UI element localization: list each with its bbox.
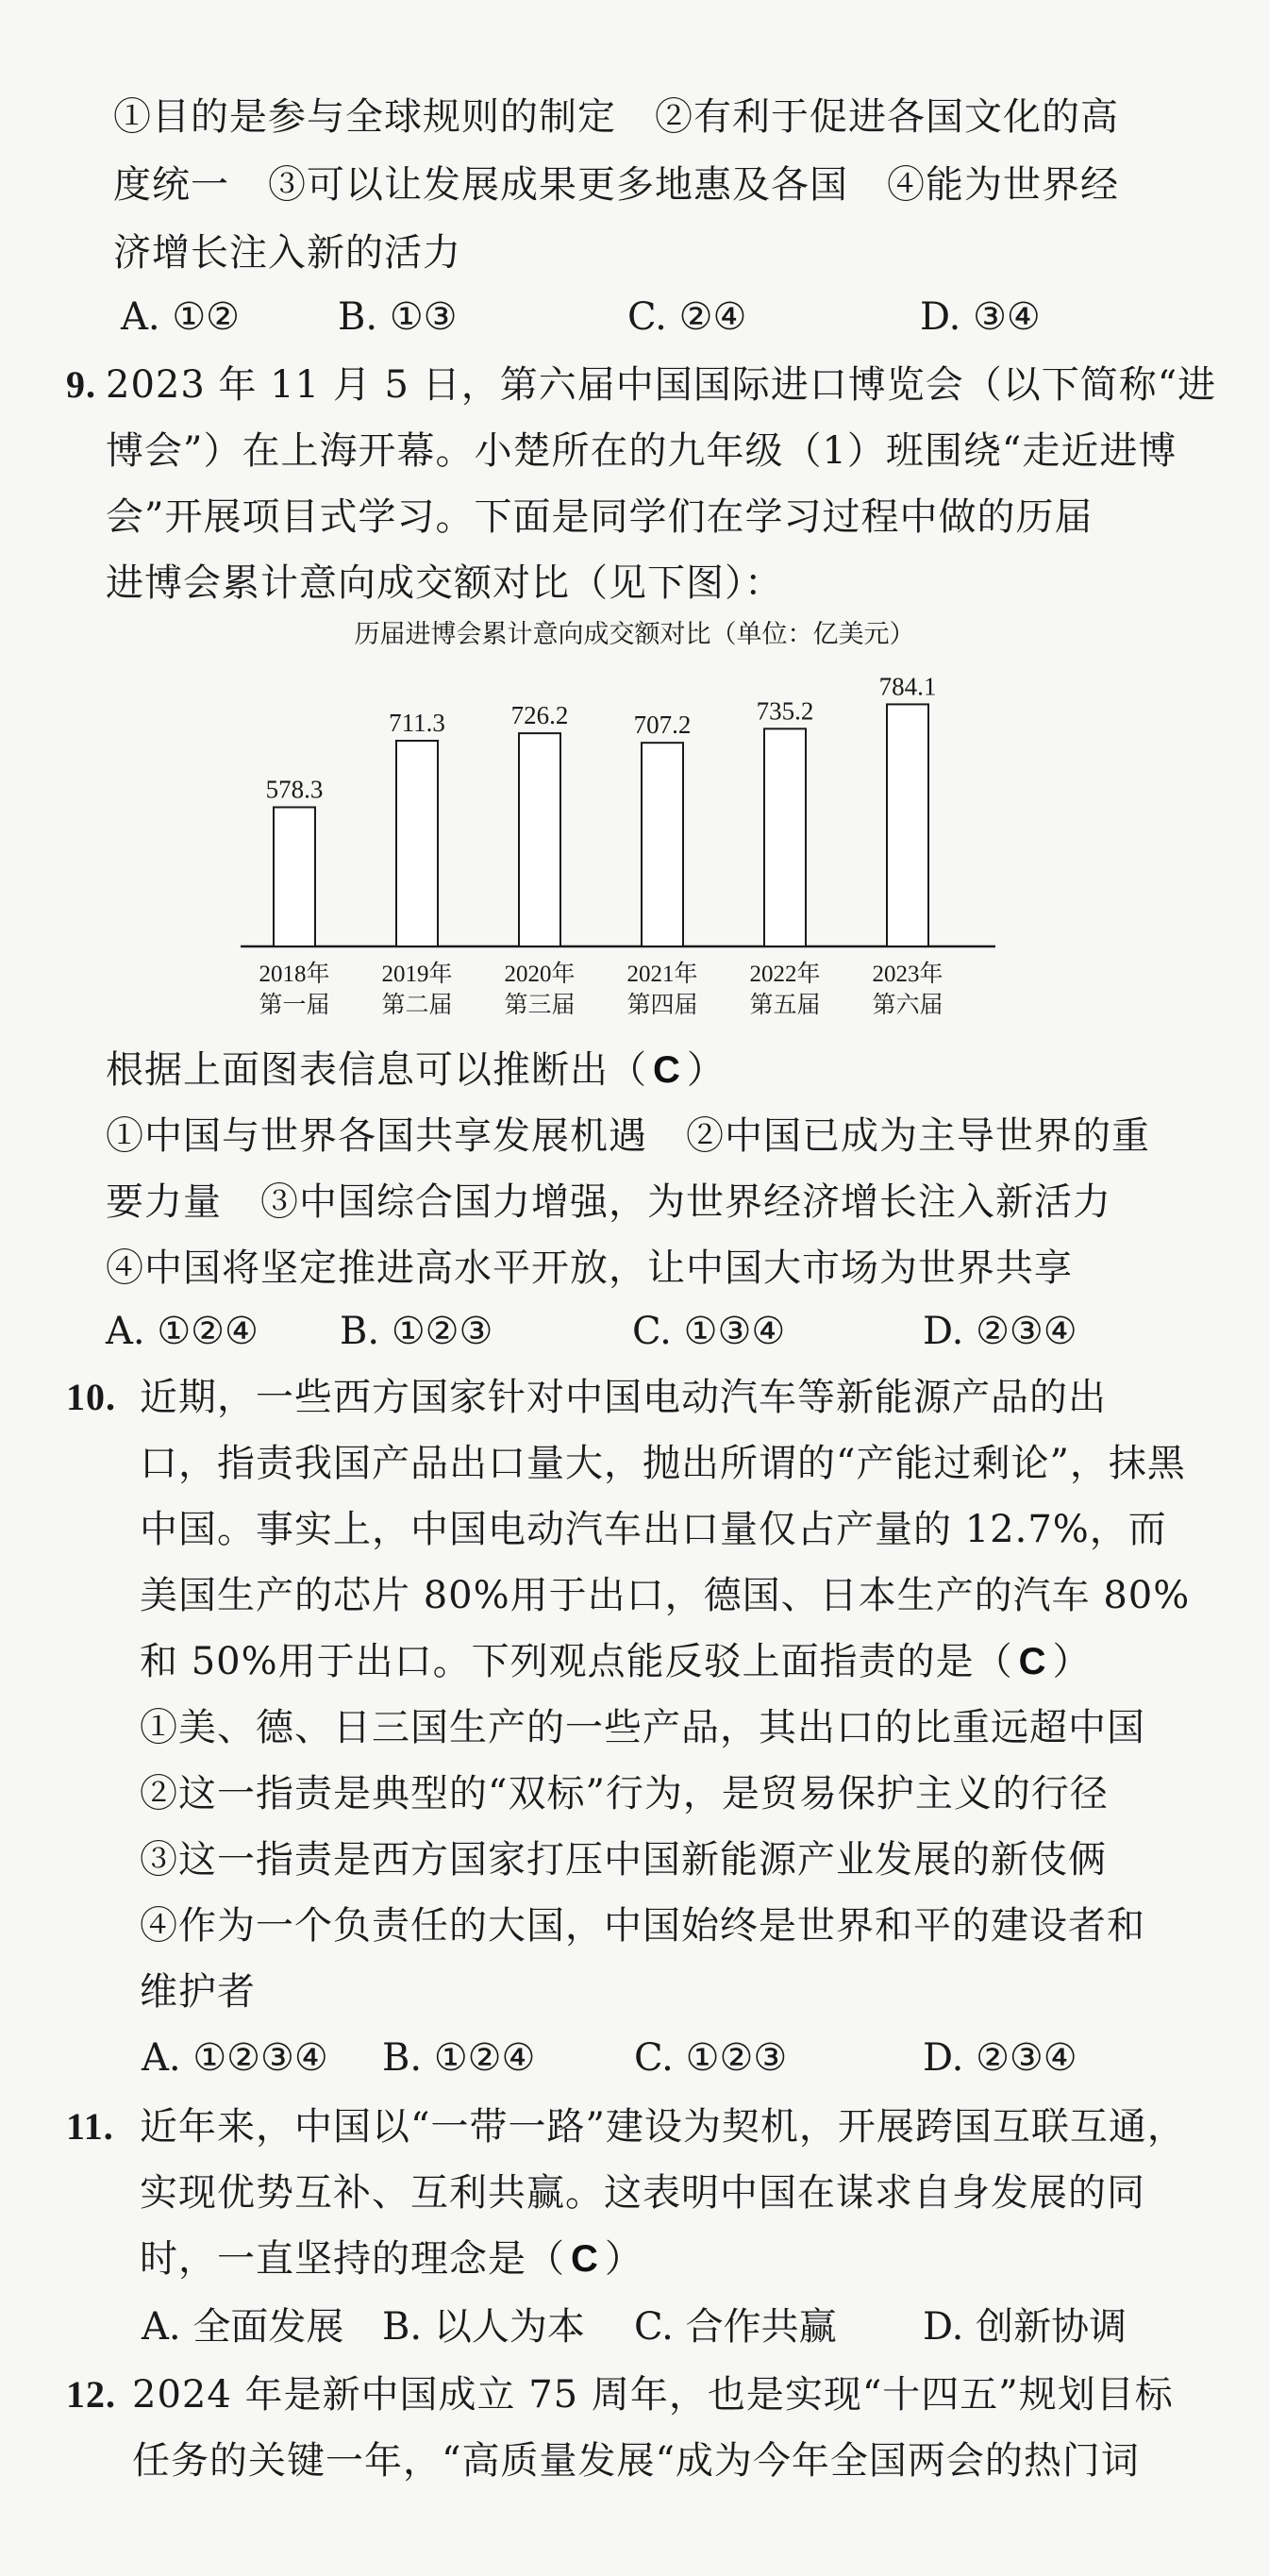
q9-stem-line: 进博会累计意向成交额对比（见下图）： [106, 561, 783, 605]
bar-1 [274, 808, 315, 946]
q11-option-b[interactable]: B. 以人为本 [382, 2305, 585, 2349]
q10-stem-line: 近期，一些西方国家针对中国电动汽车等新能源产品的出 [140, 1376, 1107, 1419]
q9-statement-line: ④中国将坚定推进高水平开放，让中国大市场为世界共享 [106, 1246, 1073, 1290]
x-tick-session-label: 第一届 [259, 993, 330, 1018]
q10-stem-line: 口，指责我国产品出口量大，抛出所谓的“产能过剩论”，抹黑 [140, 1442, 1186, 1485]
x-tick-session-label: 第六届 [872, 993, 943, 1018]
q12-number: 12. [66, 2373, 116, 2416]
bar-2 [396, 741, 438, 946]
q9-stem-line: 博会”）在上海开幕。小楚所在的九年级（1）班围绕“走近进博 [106, 429, 1177, 473]
q10-option-c[interactable]: C. ①②③ [634, 2036, 788, 2080]
bar-value-label: 726.2 [510, 701, 569, 730]
q10-stem-line: 美国生产的芯片 80%用于出口，德国、日本生产的汽车 80% [140, 1574, 1191, 1617]
q10-question: 和 50%用于出口。下列观点能反驳上面指责的是（ C ） [140, 1640, 1092, 1683]
q8-statement-line: ①目的是参与全球规则的制定 ②有利于促进各国文化的高 [113, 95, 1119, 139]
x-tick-year-label: 2021年 [626, 962, 698, 987]
x-tick-year-label: 2018年 [259, 962, 330, 987]
q8-option-d[interactable]: D. ③④ [920, 295, 1041, 339]
q11-option-c[interactable]: C. 合作共赢 [634, 2305, 837, 2349]
q11-number: 11. [66, 2105, 114, 2148]
q8-statement-line: 度统一 ③可以让发展成果更多地惠及各国 ④能为世界经 [113, 163, 1119, 207]
q9-statement-line: 要力量 ③中国综合国力增强，为世界经济增长注入新活力 [106, 1180, 1111, 1224]
bar-chart [0, 651, 1269, 1029]
x-tick-year-label: 2023年 [872, 962, 943, 987]
x-tick-session-label: 第四届 [626, 993, 698, 1018]
q11-option-a[interactable]: A. 全面发展 [142, 2305, 344, 2349]
q11-stem-line: 近年来，中国以“一带一路”建设为契机，开展跨国互联互通， [140, 2105, 1186, 2149]
q11-question: 时，一直坚持的理念是（ C ） [140, 2237, 643, 2281]
q10-statement-line: ②这一指责是典型的“双标”行为，是贸易保护主义的行径 [140, 1772, 1109, 1815]
x-tick-year-label: 2019年 [381, 962, 453, 987]
q10-statement-line: ④作为一个负责任的大国，中国始终是世界和平的建设者和 [140, 1904, 1145, 1948]
bar-5 [764, 728, 806, 946]
q9-stem-line: 会”开展项目式学习。下面是同学们在学习过程中做的历届 [106, 495, 1094, 539]
chart-title: 历届进博会累计意向成交额对比（单位：亿美元） [354, 620, 915, 649]
q10-stem-line: 中国。事实上，中国电动汽车出口量仅占产量的 12.7%，而 [140, 1508, 1167, 1551]
x-tick-year-label: 2020年 [504, 962, 576, 987]
q9-option-d[interactable]: D. ②③④ [923, 1310, 1077, 1353]
q8-option-b[interactable]: B. ①③ [338, 295, 458, 339]
x-tick-session-label: 第三届 [504, 993, 576, 1018]
bar-6 [887, 704, 928, 946]
q10-option-a[interactable]: A. ①②③④ [142, 2036, 328, 2080]
q9-question: 根据上面图表信息可以推断出（ C ） [106, 1048, 726, 1092]
q10-option-d[interactable]: D. ②③④ [923, 2036, 1077, 2080]
q8-option-a[interactable]: A. ①② [121, 295, 241, 339]
q12-stem-line: 2024 年是新中国成立 75 周年，也是实现“十四五”规划目标 [132, 2373, 1174, 2417]
bar-4 [642, 743, 683, 946]
q9-option-c[interactable]: C. ①③④ [632, 1310, 786, 1353]
q9-number: 9. [66, 363, 96, 406]
q9-answer: C [653, 1049, 681, 1091]
x-tick-session-label: 第二届 [381, 993, 453, 1018]
q10-number: 10. [66, 1376, 116, 1418]
q10-statement-line: 维护者 [140, 1970, 256, 2014]
q10-statement-line: ③这一指责是西方国家打压中国新能源产业发展的新伎俩 [140, 1838, 1107, 1882]
q11-stem-line: 实现优势互补、互利共赢。这表明中国在谋求自身发展的同 [140, 2171, 1145, 2215]
bar-value-label: 578.3 [265, 775, 324, 804]
x-tick-session-label: 第五届 [749, 993, 821, 1018]
bar-3 [519, 733, 560, 946]
x-tick-year-label: 2022年 [749, 962, 821, 987]
bar-value-label: 707.2 [633, 711, 692, 740]
bar-value-label: 784.1 [878, 672, 937, 701]
bar-value-label: 711.3 [389, 709, 445, 738]
q9-statement-line: ①中国与世界各国共享发展机遇 ②中国已成为主导世界的重 [106, 1114, 1150, 1158]
q9-option-b[interactable]: B. ①②③ [340, 1310, 493, 1353]
q8-option-c[interactable]: C. ②④ [627, 295, 747, 339]
q9-option-a[interactable]: A. ①②④ [106, 1310, 259, 1353]
q8-statement-line: 济增长注入新的活力 [113, 231, 461, 275]
q11-answer: C [571, 2238, 599, 2280]
q10-answer: C [1018, 1641, 1047, 1682]
q10-statement-line: ①美、德、日三国生产的一些产品，其出口的比重远超中国 [140, 1706, 1145, 1749]
bar-value-label: 735.2 [756, 696, 814, 726]
q10-option-b[interactable]: B. ①②④ [382, 2036, 536, 2080]
q11-option-d[interactable]: D. 创新协调 [923, 2305, 1127, 2349]
q9-stem-line: 2023 年 11 月 5 日，第六届中国国际进口博览会（以下简称“进 [106, 363, 1217, 407]
q12-stem-line: 任务的关键一年，“高质量发展“成为今年全国两会的热门词 [132, 2439, 1140, 2483]
